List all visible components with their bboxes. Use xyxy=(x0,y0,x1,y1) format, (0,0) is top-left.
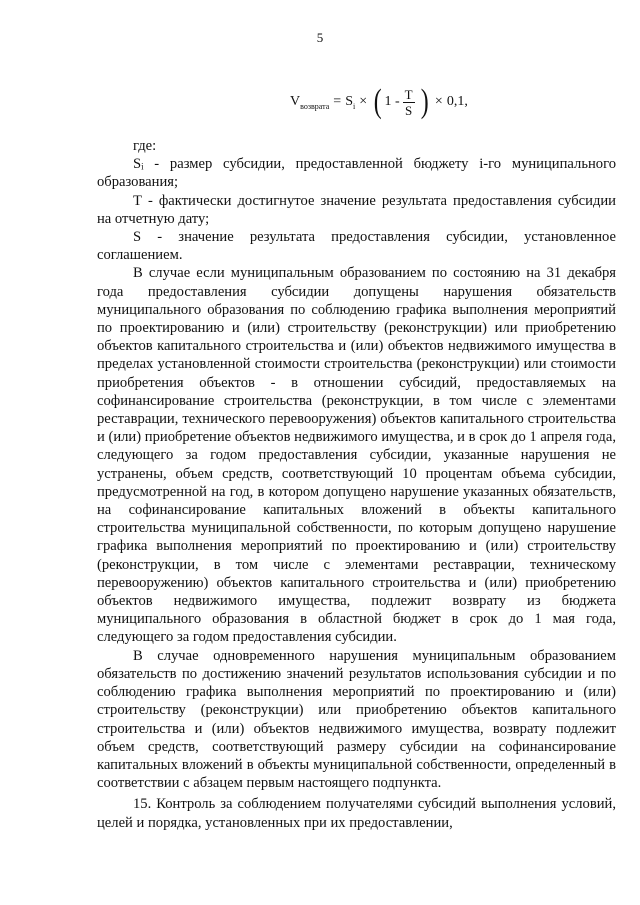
formula-one-minus: 1 - xyxy=(384,94,400,109)
paragraph-control-15: 15. Контроль за соблюдением получателями субсидий выполнения условий, целей и порядка, установленных при их предоставлении, xyxy=(97,796,616,831)
definition-s: S - значение результата предоставления субсидии, установленное соглашением. xyxy=(97,229,616,264)
refund-formula xyxy=(290,82,468,122)
formula-lhs xyxy=(290,94,329,111)
formula-lhs-subscript: возврата xyxy=(300,101,330,111)
formula-fraction xyxy=(403,87,415,118)
formula-si-symbol: S xyxy=(345,93,353,109)
formula-fraction-numerator: T xyxy=(404,86,413,102)
definition-si: Sᵢ - размер субсидии, предоставленной бюджету i-го муниципального образования; xyxy=(97,156,616,191)
formula-times-2: × xyxy=(434,94,443,109)
formula-close-paren: ) xyxy=(420,83,429,120)
definition-t: Т - фактически достигнутое значение результата предоставления субсидии на отчетную дату; xyxy=(97,192,616,227)
formula-lhs-symbol: V xyxy=(290,93,301,109)
formula-fraction-denominator: S xyxy=(404,102,413,118)
formula-equals: = xyxy=(333,94,342,109)
formula-coefficient: 0,1, xyxy=(446,94,468,109)
paragraph-violation-schedule: В случае если муниципальным образованием по состоянию на 31 декабря года предоставления субсидии допущены нарушения обязательств муниципального образования по соблюдению графика выполнения мероприятий по проектированию и (или) строительству (реконструкции) или приобретению объектов капитального строительства и (или) объектов недвижимого имущества в пределах установленной стоимости строительства (реконструкции) или стоимости приобретения объектов - в отношении субсидий, предоставляемых на софинансирование строительства (реконструкции, в том числе с элементами реставрации, технического перевооружения) объектов капитального строительства и (или) приобретение объектов недвижимого имущества, и в срок до 1 апреля года, следующего за годом предоставления субсидии, указанные нарушения не устранены, объем средств, соответствующий 10 процентам объема субсидии, предусмотренной на год, в котором допущено нарушение указанных обязательств, на софинансирование капитальных вложений в объекты капитального строительства муниципальной собственности, по которым допущено нарушение графика выполнения мероприятий по проектированию и (или) строительству (реконструкции, в том числе с элементами реставрации, техническому перевооружению) объектов капитального строительства и (или) приобретению объектов недвижимого имущества, подлежит возврату из бюджета муниципального образования в областной бюджет в срок до 1 мая года, следующего за годом предоставления субсидии. xyxy=(97,265,616,646)
document-body xyxy=(97,137,616,832)
page-number: 5 xyxy=(316,30,324,45)
formula-si xyxy=(345,94,355,111)
where-label: где: xyxy=(133,138,157,154)
formula-open-paren: ( xyxy=(373,83,382,120)
formula-times-1: × xyxy=(359,94,368,109)
formula-si-subscript: i xyxy=(352,101,356,111)
paragraph-simultaneous-violation: В случае одновременного нарушения муниципальным образованием обязательств по достижению значений результатов использования субсидии и по соблюдению графика выполнения мероприятий по проектированию и (или) строительству (реконструкции) или приобретению объектов капитального строительства и (или) объектов недвижимого имущества, возврату подлежит объем средств, соответствующий размеру субсидии на софинансирование капитальных вложений в объекты муниципальной собственности, определенный в соответствии с абзацем первым настоящего подпункта. xyxy=(97,647,616,792)
